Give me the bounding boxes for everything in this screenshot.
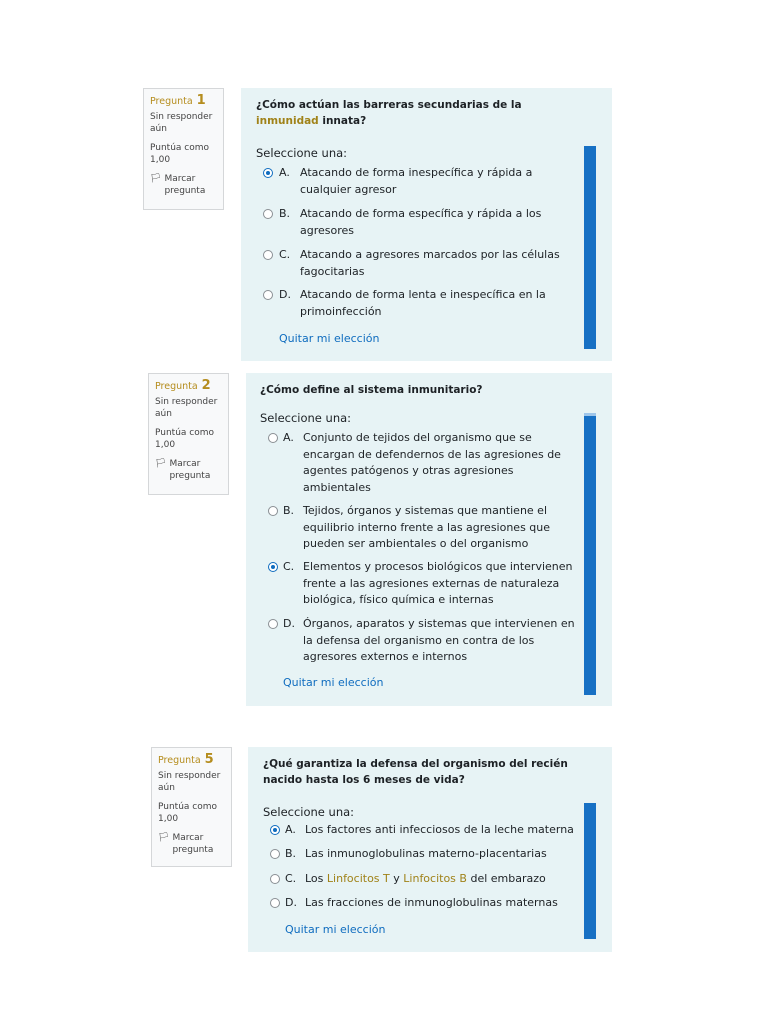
question-content-1 <box>241 88 612 361</box>
option-text: Atacando de forma lenta e inespecífica en la primoinfección <box>300 288 546 318</box>
flag-icon: 🏳︎ <box>150 174 162 184</box>
radio-icon[interactable] <box>270 874 280 884</box>
option-text: Conjunto de tejidos del organismo que se encargan de defendernos de las agresiones de agentes patógenos y otras agresiones ambientales <box>303 431 561 494</box>
question-text: ¿Cómo actúan las barreras secundarias de la inmunidad innata? <box>256 99 522 127</box>
option-letter: A. <box>283 431 294 444</box>
option-letter: B. <box>279 207 291 220</box>
question-content-2 <box>246 373 612 706</box>
question-state: Sin responder aún <box>158 771 221 793</box>
question-number: Pregunta 5 <box>158 752 214 767</box>
question-info-2 <box>148 373 229 495</box>
radio-icon[interactable] <box>268 619 278 629</box>
answer-option-a[interactable] <box>270 822 580 840</box>
scrollbar-thumb[interactable] <box>584 146 596 349</box>
scrollbar-thumb[interactable] <box>584 416 596 695</box>
option-letter: B. <box>285 847 297 860</box>
option-letter: B. <box>283 504 295 517</box>
clear-choice-link[interactable]: Quitar mi elección <box>283 676 384 689</box>
radio-icon[interactable] <box>270 898 280 908</box>
radio-icon[interactable] <box>263 168 273 178</box>
answer-option-c[interactable] <box>270 871 580 889</box>
flag-question-link[interactable] <box>150 173 218 197</box>
question-info-5 <box>151 747 232 867</box>
radio-icon[interactable] <box>263 290 273 300</box>
radio-icon[interactable] <box>268 433 278 443</box>
question-number: Pregunta 1 <box>150 93 206 108</box>
question-grade: Puntúa como 1,00 <box>158 802 218 824</box>
option-letter: C. <box>283 560 295 573</box>
question-text: ¿Qué garantiza la defensa del organismo del recién nacido hasta los 6 meses de vida? <box>263 758 568 786</box>
radio-icon[interactable] <box>270 849 280 859</box>
option-letter: D. <box>279 288 291 301</box>
flag-question-link[interactable] <box>158 832 226 856</box>
radio-icon[interactable] <box>270 825 280 835</box>
question-text: ¿Cómo define al sistema inmunitario? <box>260 384 483 396</box>
linfocitos-b-link[interactable]: Linfocitos B <box>403 872 467 885</box>
question-number: Pregunta 2 <box>155 378 211 393</box>
flag-question-link[interactable] <box>155 458 223 482</box>
option-text: Órganos, aparatos y sistemas que intervienen en la defensa del organismo en contra de los agresores externos e internos <box>303 617 575 663</box>
option-text: Tejidos, órganos y sistemas que mantiene el equilibrio interno frente a las agresiones que pueden ser ambientales o del organismo <box>303 504 551 550</box>
option-text: Atacando a agresores marcados por las células fagocitarias <box>300 248 560 278</box>
scrollbar-thumb[interactable] <box>584 803 596 939</box>
option-text: Los factores anti infecciosos de la leche materna <box>305 823 574 836</box>
radio-icon[interactable] <box>268 506 278 516</box>
flag-icon: 🏳︎ <box>158 833 170 843</box>
option-text: Atacando de forma inespecífica y rápida a cualquier agresor <box>300 166 533 196</box>
answer-option-a[interactable] <box>268 430 573 498</box>
clear-choice-link[interactable]: Quitar mi elección <box>279 332 380 345</box>
question-content-5 <box>248 747 612 952</box>
answer-prompt: Seleccione una: <box>256 146 348 160</box>
flag-label: Marcar pregunta <box>164 174 206 196</box>
answer-prompt: Seleccione una: <box>263 805 355 819</box>
answer-option-c[interactable] <box>263 247 563 281</box>
radio-icon[interactable] <box>263 250 273 260</box>
flag-label: Marcar pregunta <box>169 459 211 481</box>
option-text: Atacando de forma específica y rápida a los agresores <box>300 207 542 237</box>
answer-option-d[interactable] <box>263 287 563 321</box>
answer-option-b[interactable] <box>268 503 573 555</box>
option-letter: A. <box>279 166 290 179</box>
answer-option-c[interactable] <box>268 559 573 611</box>
option-letter: C. <box>285 872 297 885</box>
option-letter: C. <box>279 248 291 261</box>
radio-icon[interactable] <box>268 562 278 572</box>
option-letter: D. <box>285 896 297 909</box>
option-letter: A. <box>285 823 296 836</box>
question-state: Sin responder aún <box>150 112 213 134</box>
option-text: Las fracciones de inmunoglobulinas maternas <box>305 896 558 909</box>
option-text: Los Linfocitos T y Linfocitos B del embarazo <box>305 872 546 885</box>
linfocitos-t-link[interactable]: Linfocitos T <box>326 872 390 885</box>
answer-option-d[interactable] <box>270 895 580 913</box>
option-text: Las inmunoglobulinas materno-placentarias <box>305 847 547 860</box>
answer-option-b[interactable] <box>270 846 580 864</box>
option-letter: D. <box>283 617 295 630</box>
answer-option-d[interactable] <box>268 616 573 668</box>
flag-icon: 🏳︎ <box>155 459 167 469</box>
answer-option-b[interactable] <box>263 206 563 240</box>
option-text: Elementos y procesos biológicos que intervienen frente a las agresiones externas de naturaleza biológica, físico química e internas <box>303 560 573 606</box>
question-grade: Puntúa como 1,00 <box>150 143 210 165</box>
clear-choice-link[interactable]: Quitar mi elección <box>285 923 386 936</box>
question-info-1 <box>143 88 224 210</box>
radio-icon[interactable] <box>263 209 273 219</box>
question-grade: Puntúa como 1,00 <box>155 428 215 450</box>
answer-option-a[interactable] <box>263 165 563 199</box>
answer-prompt: Seleccione una: <box>260 411 352 425</box>
flag-label: Marcar pregunta <box>172 833 214 855</box>
question-state: Sin responder aún <box>155 397 218 419</box>
